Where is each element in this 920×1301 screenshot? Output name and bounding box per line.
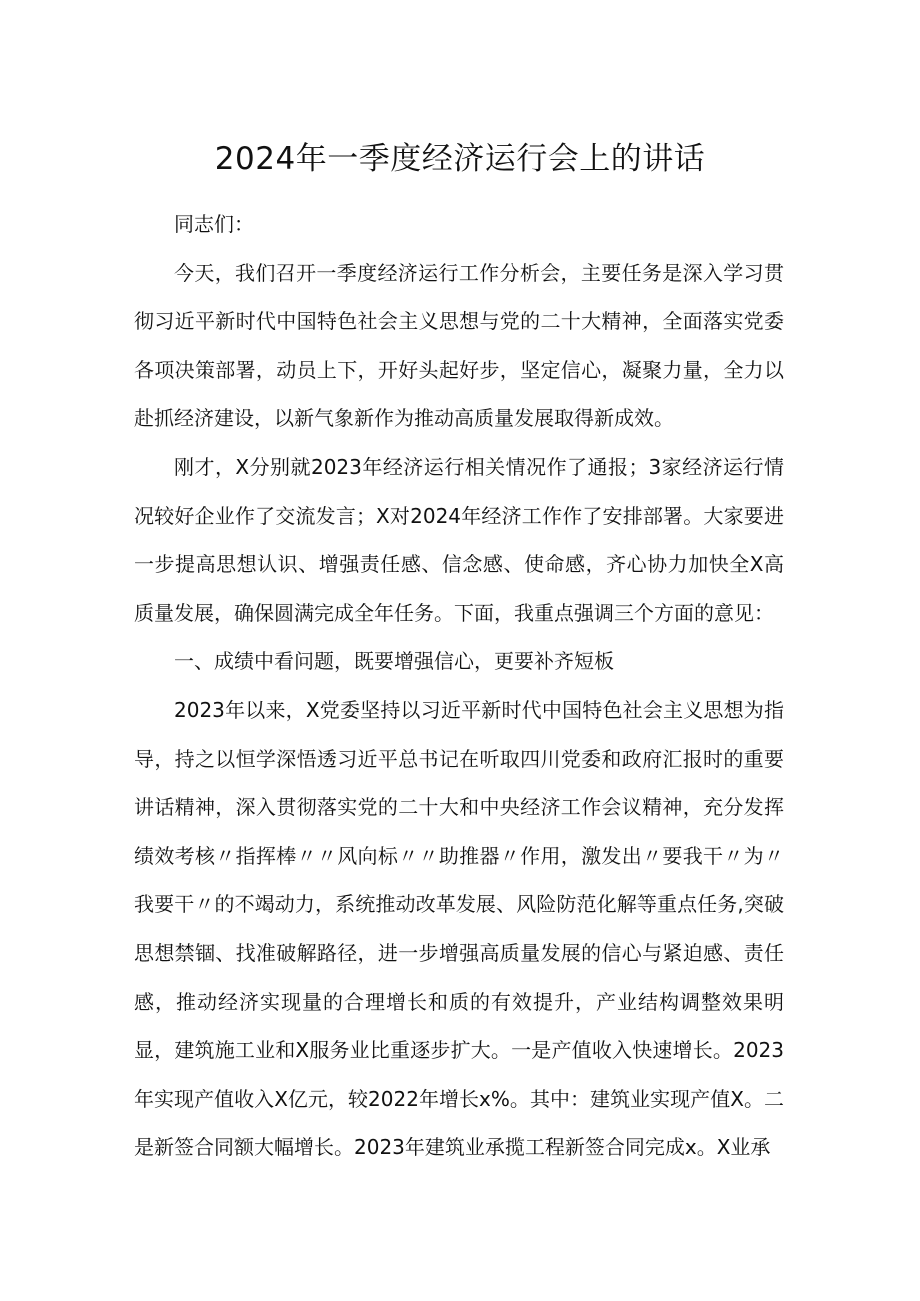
intro-paragraph: 今天，我们召开一季度经济运行工作分析会，主要任务是深入学习贯彻习近平新时代中国特色社会主义思想与党的二十大精神，全面落实党委各项决策部署，动员上下，开好头起好步，坚定信心，凝聚力量，全力以赴抓经济建设，以新气象新作为推动高质量发展取得新成效。 bbox=[134, 260, 784, 431]
section-heading: 一、成绩中看问题，既要增强信心，更要补齐短板 bbox=[174, 649, 614, 674]
achievements-paragraph: 2023年以来，X党委坚持以习近平新时代中国特色社会主义思想为指导，持之以恒学深悟透习近平总书记在听取四川党委和政府汇报时的重要讲话精神，深入贯彻落实党的二十大和中央经济工作会议精神，充分发挥绩效考核〃指挥棒〃〃风向标〃〃助推器〃作用，激发出〃要我干〃为〃我要干〃的不竭动力，系统推动改革发展、风险防范化解等重点任务,突破思想禁锢、找准破解路径，进一步增强高质量发展的信心与紧迫感、责任感，推动经济实现量的合理增长和质的有效提升，产业结构调整效果明显，建筑施工业和X服务业比重逐步扩大。一是产值收入快速增长。2023年实现产值收入X亿元，较2022年增长x%。其中：建筑业实现产值X。二是新签合同额大幅增长。2023年建筑业承揽工程新签合同完成x。X业承 bbox=[134, 697, 784, 1160]
salutation-paragraph: 同志们： bbox=[174, 212, 254, 236]
document-title: 2024年一季度经济运行会上的讲话 bbox=[214, 141, 706, 177]
document-body bbox=[134, 200, 784, 1172]
report-summary-paragraph: 刚才，X分别就2023年经济运行相关情况作了通报；3家经济运行情况较好企业作了交流发言；X对2024年经济工作作了安排部署。大家要进一步提高思想认识、增强责任感、信念感、使命感，齐心协力加快全X高质量发展，确保圆满完成全年任务。下面，我重点强调三个方面的意见： bbox=[134, 454, 784, 625]
